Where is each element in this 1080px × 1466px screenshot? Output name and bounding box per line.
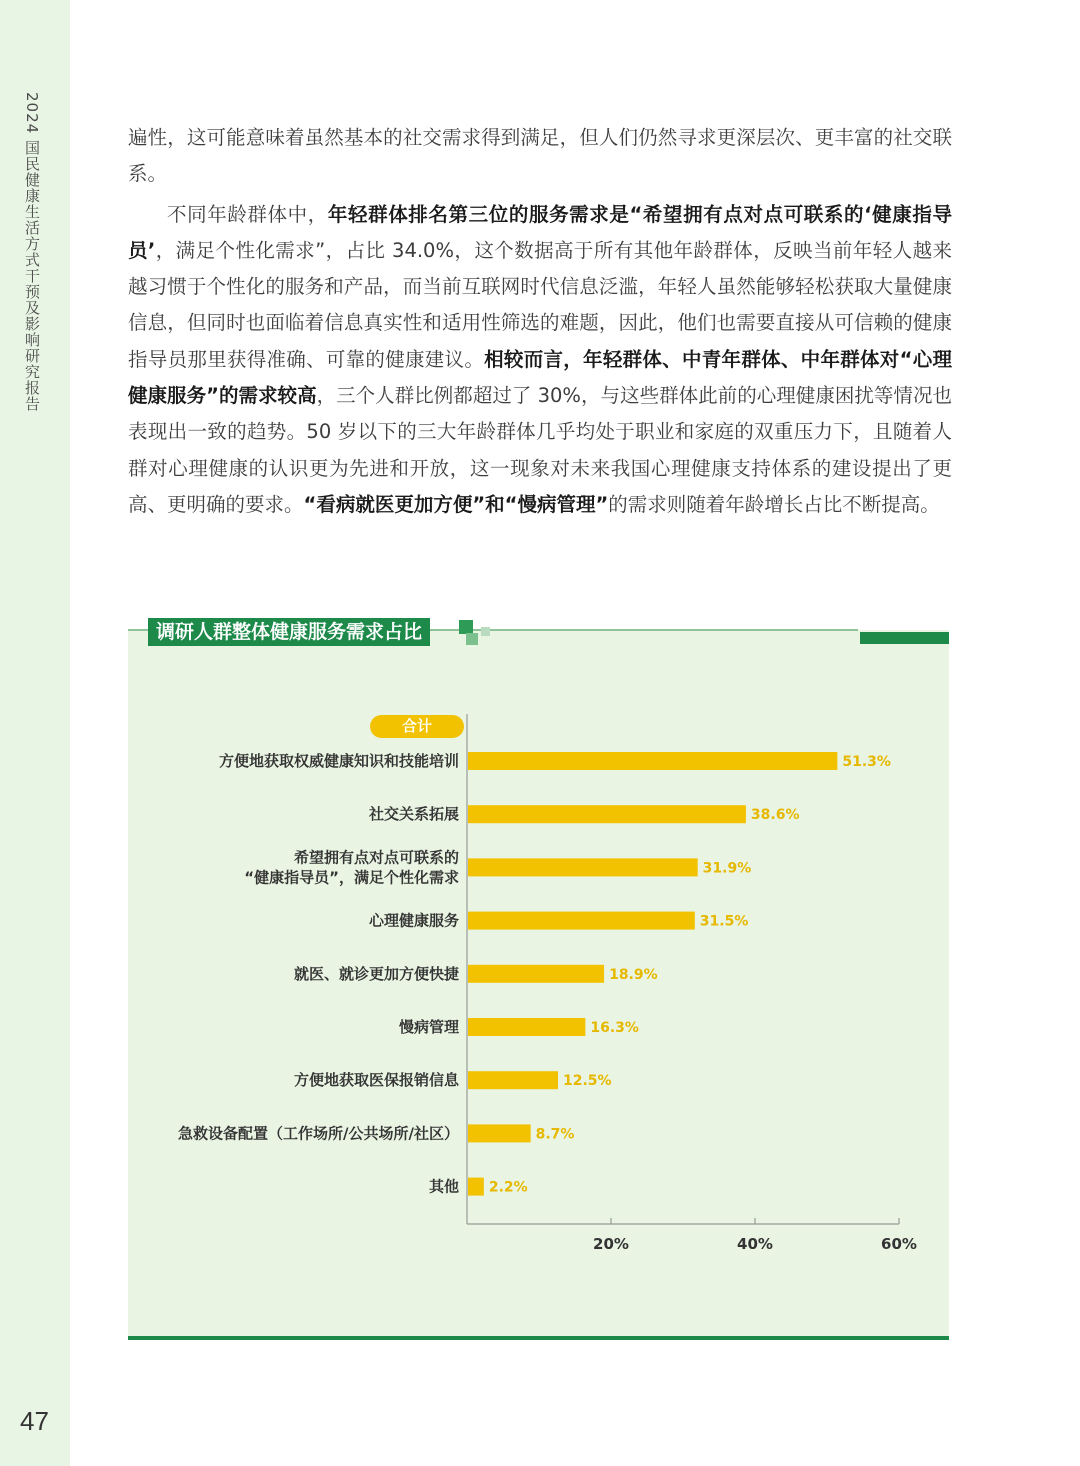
bold-text-run: 相较而言，年轻群体、中青年群体、中年群体对“心理健康服务”的需求较高 [128, 347, 952, 408]
bar [468, 912, 695, 930]
series-label-pill: 合计 [370, 715, 464, 738]
page-number: 47 [20, 1406, 49, 1436]
category-label: 社交关系拓展 [368, 805, 459, 824]
category-label: 其他 [428, 1177, 459, 1196]
chart-title: 调研人群整体健康服务需求占比 [148, 618, 430, 646]
category-label: “健康指导员”，满足个性化需求 [244, 868, 459, 887]
value-label: 31.9% [702, 860, 752, 877]
text-run: 的需求则随着年龄增长占比不断提高。 [608, 492, 940, 516]
value-label: 18.9% [609, 966, 658, 983]
bar [468, 1178, 484, 1196]
x-tick-label: 60% [881, 1235, 917, 1253]
bold-text-run: 年轻群体排名第三位的服务需求是“希望拥有点对点可联系的‘健康指导员’ [128, 202, 952, 262]
category-label: 慢病管理 [398, 1018, 459, 1036]
category-label: 急救设备配置（工作场所/公共场所/社区） [178, 1124, 459, 1143]
value-label: 12.5% [563, 1073, 612, 1090]
category-label: 希望拥有点对点可联系的 [293, 848, 459, 867]
bar [468, 965, 604, 983]
value-label: 38.6% [750, 807, 800, 824]
category-label: 就医、就诊更加方便快捷 [293, 964, 459, 983]
value-label: 31.5% [699, 913, 749, 930]
bar [468, 1124, 531, 1142]
category-label: 方便地获取医保报销信息 [293, 1071, 459, 1090]
x-tick-label: 40% [737, 1235, 773, 1253]
value-label: 51.3% [842, 754, 891, 770]
category-label: 方便地获取权威健康知识和技能培训 [218, 752, 459, 770]
paragraph-1: 遍性，这可能意味着虽然基本的社交需求得到满足，但人们仍然寻求更深层次、更丰富的社交联系。 [128, 126, 952, 186]
bar [468, 858, 698, 876]
category-label: 心理健康服务 [368, 911, 459, 930]
bold-text-run: “看病就医更加方便”和“慢病管理” [303, 492, 609, 516]
text-run: ，满足个性化需求”，占比 34.0%，这个数据高于所有其他年龄群体，反映当前年轻人越来越习惯于个性化的服务和产品，而当前互联网时代信息泛滥，年轻人虽然能够轻松获取大量健康信息，但同时也面临着信息真实性和适用性筛选的难题，因此，他们也需要直接从可信赖的健康指导员那里获得准确、可靠的健康建议。 [128, 238, 952, 371]
value-label: 8.7% [535, 1126, 575, 1143]
bar [468, 1071, 558, 1089]
x-tick-label: 20% [593, 1235, 629, 1253]
value-label: 2.2% [488, 1179, 528, 1196]
value-label: 16.3% [590, 1020, 639, 1036]
bar [468, 752, 837, 770]
bar [468, 1018, 585, 1036]
bar [468, 805, 746, 823]
report-title-vertical: 2024 国民健康生活方式干预及影响研究报告 [23, 92, 41, 412]
text-run: ，三个人群比例都超过了 30%，与这些群体此前的心理健康困扰等情况也表现出一致的趋势。50 岁以下的三大年龄群体几乎均处于职业和家庭的双重压力下，且随着人群对心理健康的认识更为先进和开放，这一现象对未来我国心理健康支持体系的建设提出了更高、更明确的要求。 [128, 384, 952, 516]
text-run: 不同年龄群体中， [167, 202, 328, 226]
